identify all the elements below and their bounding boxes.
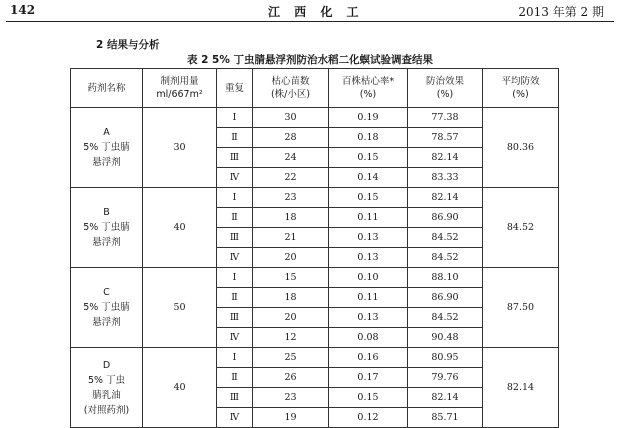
eff-cell: 82.14 — [408, 188, 483, 208]
col-dose: 制剂用量 ml/667m² — [143, 69, 217, 108]
rate-cell: 0.14 — [329, 168, 408, 188]
col-rate: 百株枯心率* (%) — [329, 69, 408, 108]
rep-cell: Ⅱ — [217, 128, 253, 148]
eff-cell: 79.76 — [408, 368, 483, 388]
rep-cell: Ⅰ — [217, 268, 253, 288]
rate-cell: 0.16 — [329, 348, 408, 368]
eff-cell: 77.38 — [408, 108, 483, 128]
page-number: 142 — [10, 3, 36, 17]
issue-label: 2013 年第 2 期 — [518, 5, 604, 19]
dead-cell: 12 — [253, 328, 329, 348]
eff-cell: 90.48 — [408, 328, 483, 348]
dead-cell: 30 — [253, 108, 329, 128]
eff-cell: 82.14 — [408, 388, 483, 408]
avg-cell: 84.52 — [483, 188, 559, 268]
eff-cell: 78.57 — [408, 128, 483, 148]
eff-cell: 86.90 — [408, 288, 483, 308]
col-avg: 平均防效 (%) — [483, 69, 559, 108]
dead-cell: 18 — [253, 208, 329, 228]
avg-cell: 82.14 — [483, 348, 559, 428]
eff-cell: 82.14 — [408, 148, 483, 168]
rep-cell: Ⅳ — [217, 328, 253, 348]
agent-name-cell: D 5% 丁虫 腈乳油 (对照药剂) — [71, 348, 143, 428]
rate-cell: 0.11 — [329, 288, 408, 308]
header-rule — [6, 21, 614, 22]
rep-cell: Ⅲ — [217, 388, 253, 408]
rate-cell: 0.18 — [329, 128, 408, 148]
section-title: 2 结果与分析 — [96, 39, 160, 51]
eff-cell: 86.90 — [408, 208, 483, 228]
dead-cell: 22 — [253, 168, 329, 188]
eff-cell: 85.71 — [408, 408, 483, 428]
rep-cell: Ⅲ — [217, 228, 253, 248]
col-agent: 药剂名称 — [71, 69, 143, 108]
rep-cell: Ⅰ — [217, 188, 253, 208]
results-table — [70, 68, 559, 428]
rate-cell: 0.15 — [329, 388, 408, 408]
dead-cell: 18 — [253, 288, 329, 308]
dose-cell: 40 — [143, 188, 217, 268]
table-row — [71, 268, 559, 288]
journal-name: 江 西 化 工 — [268, 5, 364, 19]
dead-cell: 24 — [253, 148, 329, 168]
eff-cell: 84.52 — [408, 228, 483, 248]
dead-cell: 19 — [253, 408, 329, 428]
rate-cell: 0.13 — [329, 228, 408, 248]
table-row — [71, 188, 559, 208]
dose-cell: 50 — [143, 268, 217, 348]
dead-cell: 26 — [253, 368, 329, 388]
col-eff: 防治效果 (%) — [408, 69, 483, 108]
rep-cell: Ⅱ — [217, 208, 253, 228]
rate-cell: 0.10 — [329, 268, 408, 288]
dead-cell: 20 — [253, 248, 329, 268]
rep-cell: Ⅲ — [217, 148, 253, 168]
table-header-row — [71, 69, 559, 108]
dead-cell: 28 — [253, 128, 329, 148]
rep-cell: Ⅰ — [217, 348, 253, 368]
avg-cell: 87.50 — [483, 268, 559, 348]
dose-cell: 40 — [143, 348, 217, 428]
dose-cell: 30 — [143, 108, 217, 188]
rate-cell: 0.17 — [329, 368, 408, 388]
dead-cell: 20 — [253, 308, 329, 328]
rep-cell: Ⅲ — [217, 308, 253, 328]
dead-cell: 15 — [253, 268, 329, 288]
rate-cell: 0.15 — [329, 188, 408, 208]
dead-cell: 23 — [253, 188, 329, 208]
rate-cell: 0.15 — [329, 148, 408, 168]
rate-cell: 0.13 — [329, 248, 408, 268]
page-header — [0, 0, 620, 22]
eff-cell: 80.95 — [408, 348, 483, 368]
dead-cell: 25 — [253, 348, 329, 368]
rate-cell: 0.11 — [329, 208, 408, 228]
rep-cell: Ⅰ — [217, 108, 253, 128]
rep-cell: Ⅱ — [217, 288, 253, 308]
col-rep: 重复 — [217, 69, 253, 108]
table-row — [71, 108, 559, 128]
rep-cell: Ⅳ — [217, 248, 253, 268]
rate-cell: 0.08 — [329, 328, 408, 348]
eff-cell: 84.52 — [408, 248, 483, 268]
dead-cell: 23 — [253, 388, 329, 408]
rate-cell: 0.19 — [329, 108, 408, 128]
eff-cell: 84.52 — [408, 308, 483, 328]
eff-cell: 83.33 — [408, 168, 483, 188]
rep-cell: Ⅳ — [217, 408, 253, 428]
rate-cell: 0.13 — [329, 308, 408, 328]
rep-cell: Ⅱ — [217, 368, 253, 388]
agent-name-cell: A 5% 丁虫腈 悬浮剂 — [71, 108, 143, 188]
eff-cell: 88.10 — [408, 268, 483, 288]
agent-name-cell: C 5% 丁虫腈 悬浮剂 — [71, 268, 143, 348]
agent-name-cell: B 5% 丁虫腈 悬浮剂 — [71, 188, 143, 268]
table-row — [71, 348, 559, 368]
rep-cell: Ⅳ — [217, 168, 253, 188]
dead-cell: 21 — [253, 228, 329, 248]
rate-cell: 0.12 — [329, 408, 408, 428]
col-dead: 枯心苗数 (株/小区) — [253, 69, 329, 108]
avg-cell: 80.36 — [483, 108, 559, 188]
table-caption: 表 2 5% 丁虫腈悬浮剂防治水稻二化螟试验调查结果 — [186, 54, 434, 66]
